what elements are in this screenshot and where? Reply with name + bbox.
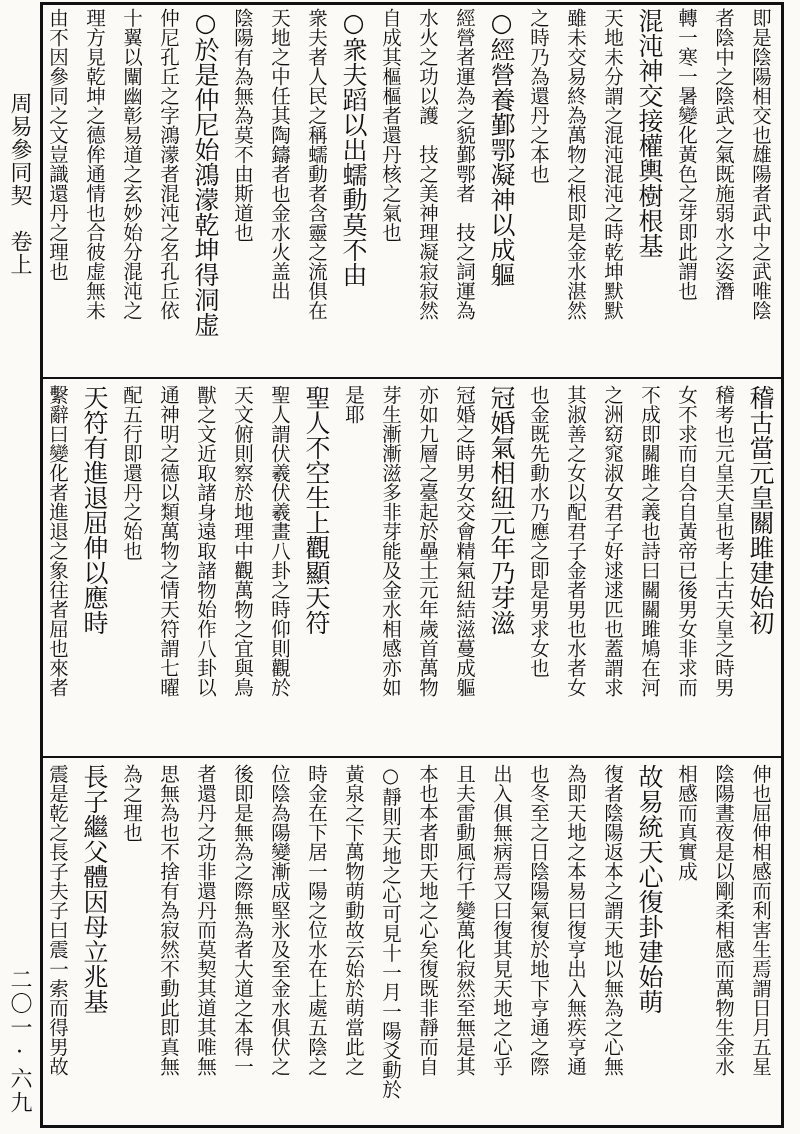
- commentary-column: 即是陰陽相交也雄陽者武中之武唯陰: [749, 8, 772, 320]
- commentary-column: ○靜則天地之心可見十一月一陽爻動於: [379, 764, 402, 1099]
- commentary-column: 震是乾之長子夫子曰震一索而得男故: [46, 764, 69, 1076]
- commentary-column: 時金在下居一陽之位水在上處五陰之: [305, 764, 328, 1076]
- commentary-column: 通神明之德以類萬物之情天符謂七曜: [157, 385, 180, 697]
- commentary-column: 天文俯則察於地理中觀萬物之宜與鳥: [231, 385, 254, 697]
- commentary-column: 理方見乾坤之德侔通情也合彼虚無未: [83, 8, 106, 320]
- commentary-column: 繫辭曰變化者進退之象往者屈也來者: [46, 385, 69, 697]
- text-panel-top: [46, 8, 778, 374]
- canon-text-column: ○衆夫蹈以出蠕動莫不由: [339, 8, 368, 287]
- commentary-column: 伸也屈伸相感而利害生焉謂日月五星: [749, 764, 772, 1076]
- commentary-column: 位陰為陽變漸成堅氷及至金水俱伏之: [268, 764, 291, 1076]
- commentary-column: 為即天地之本易曰復亨出入無疾亨通: [564, 764, 587, 1076]
- commentary-column: 出入俱無病焉又曰復其見天地之心乎: [490, 764, 513, 1076]
- commentary-column: 其淑善之女以配君子金者男也水者女: [564, 385, 587, 697]
- commentary-column: 衆夫者人民之稱蠕動者含靈之流俱在: [305, 8, 328, 320]
- panel-divider-2: [40, 756, 784, 758]
- commentary-column: 水火之功以護 技之美神理凝寂寂然: [416, 8, 439, 320]
- page-number: 二〇一·六九: [7, 968, 32, 1115]
- commentary-column: 為之理也: [120, 764, 143, 842]
- commentary-column: 轉一寒一暑變化黃色之芽即此謂也: [675, 8, 698, 301]
- commentary-column: 也金既先動水乃應之即是男求女也: [527, 385, 550, 678]
- canon-text-column: 長子繼父體因母立兆基: [80, 764, 109, 1014]
- commentary-column: 聖人謂伏羲伏羲畫八卦之時仰則觀於: [268, 385, 291, 697]
- canon-text-column: 稽古當元皇關雎建始初: [746, 385, 775, 635]
- commentary-column: 之洲窈窕淑女君子好逑逑匹也蓋謂求: [601, 385, 624, 697]
- commentary-column: 由不因參同之文豈識還丹之理也: [46, 8, 69, 281]
- commentary-column: 復者陰陽返本之謂天地以無為之心無: [601, 764, 624, 1076]
- commentary-column: 獸之文近取諸身遠取諸物始作八卦以: [194, 385, 217, 697]
- commentary-column: 天地未分謂之混沌混沌之時乾坤默默: [601, 8, 624, 320]
- text-panel-middle: [46, 385, 778, 751]
- commentary-column: 經營者運為之貌鄞鄂者 技之詞運為: [453, 8, 476, 320]
- canon-text-column: ○經營養鄞鄂凝神以成軀: [487, 8, 516, 287]
- commentary-column: 相感而真實成: [675, 764, 698, 881]
- canon-text-column: 混沌神交接權輿樹根基: [635, 8, 664, 258]
- commentary-column: 陰陽晝夜是以剛柔相感而萬物生金水: [712, 764, 735, 1076]
- panel-divider-1: [40, 377, 784, 379]
- canon-text-column: 聖人不空生上觀顯天符: [302, 385, 331, 635]
- commentary-column: 黃泉之下萬物萌動故云始於萌當此之: [342, 764, 365, 1076]
- commentary-column: 之時乃為還丹之本也: [527, 8, 550, 184]
- canon-text-column: 天符有進退屈伸以應時: [80, 385, 109, 635]
- commentary-column: 者還丹之功非還丹而莫契其道其唯無: [194, 764, 217, 1076]
- canon-text-column: 故易統天心復卦建始萌: [635, 764, 664, 1014]
- commentary-column: 是耶: [342, 385, 365, 424]
- commentary-column: 者陰中之陰武之氣既施弱水之姿潛: [712, 8, 735, 301]
- commentary-column: 亦如九層之臺起於壘土元年歲首萬物: [416, 385, 439, 697]
- commentary-column: 仲尼孔丘之字鴻濛者混沌之名孔丘依: [157, 8, 180, 320]
- commentary-column: 且夫雷動風行千變萬化寂然至無是其: [453, 764, 476, 1076]
- running-head: 周易參同契 卷上: [7, 92, 32, 276]
- commentary-column: 自成其樞樞者還丹核之氣也: [379, 8, 402, 242]
- commentary-column: 雖未交易終為萬物之根即是金水湛然: [564, 8, 587, 320]
- commentary-column: 本也本者即天地之心矣復既非靜而自: [416, 764, 439, 1076]
- commentary-column: 思無為也不捨有為寂然不動此即真無: [157, 764, 180, 1076]
- commentary-column: 天地之中任其陶鑄者也金水火盖出: [268, 8, 291, 301]
- commentary-column: 陰陽有為無為莫不由斯道也: [231, 8, 254, 242]
- commentary-column: 後即是無為之際無為者大道之本得一: [231, 764, 254, 1076]
- commentary-column: 冠婚之時男女交會精氣紐結滋蔓成軀: [453, 385, 476, 697]
- commentary-column: 不成即關雎之義也詩曰關關雎鳩在河: [638, 385, 661, 697]
- commentary-column: 芽生漸漸滋多非芽能及金水相感亦如: [379, 385, 402, 697]
- text-panel-bottom: [46, 764, 778, 1124]
- canon-text-column: ○於是仲尼始鴻濛乾坤得洞虚: [191, 8, 220, 337]
- commentary-column: 十翼以闡幽彰易道之玄妙始分混沌之: [120, 8, 143, 320]
- commentary-column: 女不求而自合自黃帝已後男女非求而: [675, 385, 698, 697]
- canon-text-column: 冠婚氣相紐元年乃芽滋: [487, 385, 516, 635]
- commentary-column: 稽考也元皇天皇也考上古天皇之時男: [712, 385, 735, 697]
- commentary-column: 配五行即還丹之始也: [120, 385, 143, 561]
- commentary-column: 也冬至之日陰陽氣復於地下亨通之際: [527, 764, 550, 1076]
